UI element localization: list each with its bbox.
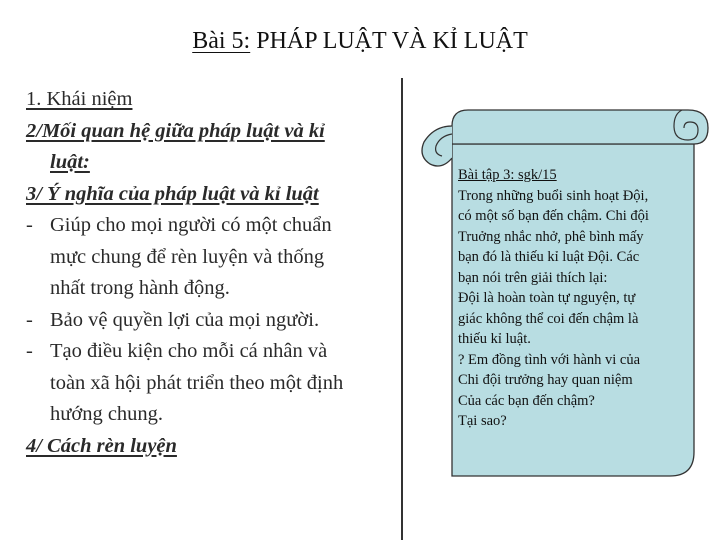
outline-item-2: 2/Mối quan hệ giữa pháp luật và kỉ <box>26 119 325 142</box>
bullet-dash: - <box>26 340 33 362</box>
exercise-line: bạn đó là thiếu kỉ luật Đội. Các <box>458 249 640 265</box>
bullet-item: - Giúp cho mọi người có một chuẩn <box>26 210 396 242</box>
exercise-line: Truởng nhắc nhở, phê bình mấy <box>458 228 644 245</box>
page-title <box>0 28 720 55</box>
exercise-line: Đội là hoàn toàn tự nguyện, tự <box>458 290 636 306</box>
lesson-outline <box>26 84 396 462</box>
exercise-line: giác không thể coi đến chậm là <box>458 310 639 327</box>
exercise-line: Chi đội trưởng hay quan niệm <box>458 372 633 388</box>
lesson-number: Bài 5: <box>192 28 251 54</box>
exercise-line: Tại sao? <box>458 413 507 429</box>
outline-item-2-cont: luật: <box>50 151 90 173</box>
exercise-line: Của các bạn đến chậm? <box>458 392 595 409</box>
exercise-line: có một số bạn đến chậm. Chi đội <box>458 208 649 224</box>
outline-item-1: 1. Khái niệm <box>26 88 133 110</box>
bullet-dash: - <box>26 308 33 331</box>
bullet-dash: - <box>26 214 33 236</box>
bullet-item-cont: mực chung để rèn luyện và thống <box>50 245 325 268</box>
exercise-line: Trong những buổi sinh hoạt Đội, <box>458 187 649 204</box>
column-divider <box>401 78 403 540</box>
lesson-title: PHÁP LUẬT VÀ KỈ LUẬT <box>250 28 528 54</box>
bullet-item-cont: toàn xã hội phát triển theo một định <box>50 371 344 394</box>
bullet-item: - Bảo vệ quyền lợi của mọi người. <box>26 305 396 337</box>
outline-item-3: 3/ Ý nghĩa của pháp luật và kỉ luật <box>26 182 319 205</box>
bullet-item: - Tạo điều kiện cho mỗi cá nhân và <box>26 336 396 368</box>
exercise-scroll <box>412 100 720 480</box>
outline-item-4: 4/ Cách rèn luyện <box>26 434 177 457</box>
bullet-item-cont: nhất trong hành động. <box>50 277 230 299</box>
exercise-line: thiếu kỉ luật. <box>458 331 531 347</box>
exercise-text <box>458 165 708 432</box>
exercise-line: ? Em đồng tình với hành vi của <box>458 351 641 368</box>
exercise-heading: Bài tập 3: sgk/15 <box>458 167 557 183</box>
bullet-item-cont: hướng chung. <box>50 403 164 425</box>
exercise-line: bạn nói trên giải thích lại: <box>458 269 608 286</box>
